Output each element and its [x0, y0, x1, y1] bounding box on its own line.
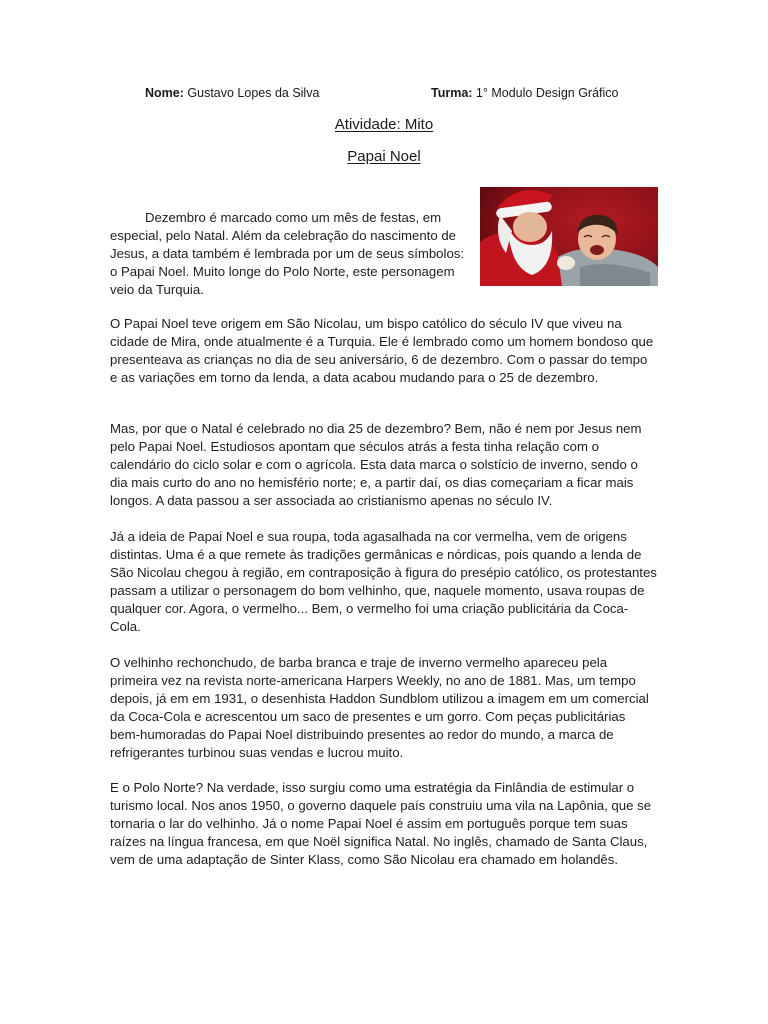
class-name: 1° Modulo Design Gráfico [475, 86, 619, 100]
name-label: Nome: [145, 86, 184, 100]
subject-title: Papai Noel [347, 148, 421, 165]
student-name: Gustavo Lopes da Silva [187, 86, 320, 100]
santa-face [513, 212, 547, 242]
paragraph-intro: Dezembro é marcado como um mês de festas, em especial, pelo Natal. Além da celebração do nascimento de Jesus, a data também é lembrada por um de seus símbolos: o Papai Noel. Muito longe do Polo Norte, este personagem veio da Turquia. [110, 210, 465, 297]
paragraph-red-suit: Já a ideia de Papai Noel e sua roupa, toda agasalhada na cor vermelha, vem de origens distintas. Uma é a que remete às tradições germânicas e nórdicas, pois quando a lenda de São Nicolau chegou à região, em contraposição à figura do presépio católico, os protestantes passam a utilizar o personagem do bom velhinho, que, naquele momento, usava roupas de qualquer cor. Agora, o vermelho... Bem, o vermelho foi uma criação publicitária da Coca-Cola. [110, 529, 657, 634]
class-line [431, 85, 619, 101]
class-label: Turma: [431, 86, 473, 100]
paragraph-coca-cola: O velhinho rechonchudo, de barba branca e traje de inverno vermelho apareceu pela primeira vez na revista norte-americana Harpers Weekly, no ano de 1881. Mas, um tempo depois, já em em 1931, o desenhista Haddon Sundblom utilizou a imagem em um comercial da Coca-Cola e acrescentou um saco de presentes e um gorro. Com peças publicitárias bem-humoradas do Papai Noel distribuindo presentes ao redor do mundo, a marca de refrigerantes turbinou suas vendas e lucrou muito. [110, 655, 649, 760]
santa-and-crying-child-photo [480, 187, 658, 286]
student-name-line [145, 85, 319, 101]
child-mouth [590, 245, 604, 255]
paragraph-date: Mas, por que o Natal é celebrado no dia 25 de dezembro? Bem, não é nem por Jesus nem pelo Papai Noel. Estudiosos apontam que séculos atrás a festa tinha relação com o calendário do ciclo solar e com o agrícola. Esta data marca o solstício de inverno, sendo o dia mais curto do ano no hemisfério norte; e, a partir daí, os dias começariam a ficar mais longos. A data passou a ser associada ao cristianismo apenas no século IV. [110, 421, 642, 508]
santa-glove [557, 256, 575, 270]
activity-title: Atividade: Mito [334, 116, 434, 133]
paragraph-north-pole: E o Polo Norte? Na verdade, isso surgiu como uma estratégia da Finlândia de estimular o turismo local. Nos anos 1950, o governo daquele país construiu uma vila na Lapônia, que se tornaria o lar do velhinho. Já o nome Papai Noel é assim em português porque tem suas raízes na língua francesa, em que Noël significa Natal. No inglês, chamado de Santa Claus, vem de uma adaptação de Sinter Klass, como São Nicolau era chamado em holandês. [110, 780, 652, 867]
paragraph-origin: O Papai Noel teve origem em São Nicolau, um bispo católico do século IV que viveu na cidade de Mira, onde atualmente é a Turquia. Ele é lembrado como um homem bondoso que presenteava as crianças no dia de seu aniversário, 6 de dezembro. Com o passar do tempo e as variações em torno da lenda, a data acabou mudando para o 25 de dezembro. [110, 316, 654, 385]
